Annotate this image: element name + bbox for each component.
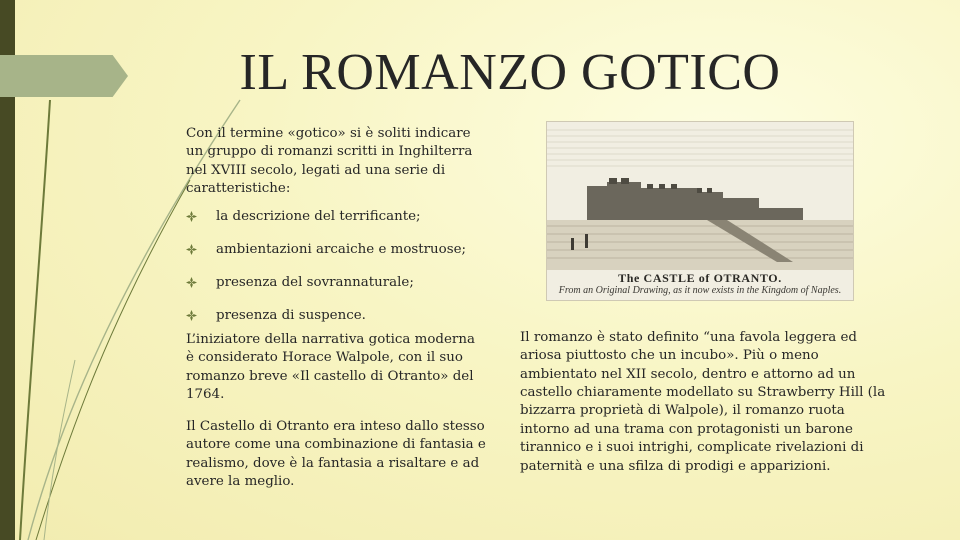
diamond-bullet-icon bbox=[186, 211, 197, 222]
diamond-bullet-icon bbox=[186, 310, 197, 321]
title-flag bbox=[0, 55, 128, 97]
slide-title: IL ROMANZO GOTICO bbox=[239, 44, 781, 101]
engraving-caption-subtitle: From an Original Drawing, as it now exists in the Kingdom of Naples. bbox=[558, 285, 842, 296]
list-item-text: presenza di suspence. bbox=[216, 308, 366, 323]
list-item-text: presenza del sovrannaturale; bbox=[216, 275, 414, 290]
intro-text: Con il termine «gotico» si è soliti indicare un gruppo di romanzi scritti in Inghilterra nel XVIII secolo, legati ad una serie di caratteristiche: bbox=[186, 126, 473, 197]
diamond-bullet-icon bbox=[186, 244, 197, 255]
characteristics-list bbox=[186, 208, 506, 340]
diamond-bullet-icon bbox=[186, 277, 197, 288]
list-item-text: la descrizione del terrificante; bbox=[216, 209, 421, 224]
castle-illustration bbox=[547, 122, 853, 270]
walpole-paragraph: L’iniziatore della narrativa gotica moderna è considerato Horace Walpole, con il suo romanzo breve «Il castello di Otranto» del 1764. bbox=[186, 332, 475, 403]
novel-description-paragraph: Il romanzo è stato definito “una favola leggera ed ariosa piuttosto che un incubo». Più o meno ambientato nel XII secolo, dentro e attorno ad un castello chiaramente modellato su Strawberry Hill (la bizzarra proprietà di Walpole), il romanzo ruota intorno ad una trama con protagonisti un barone tirannico e i suoi intrighi, complicate rivelazioni di paternità e una sfilza di prodigi e apparizioni. bbox=[520, 330, 886, 474]
list-item bbox=[186, 208, 506, 241]
list-item bbox=[186, 274, 506, 307]
list-item-text: ambientazioni arcaiche e mostruose; bbox=[216, 242, 467, 257]
otranto-paragraph: Il Castello di Otranto era inteso dallo stesso autore come una combinazione di fantasia e realismo, dove è la fantasia a risaltare e ad avere la meglio. bbox=[186, 419, 486, 490]
engraving-caption-title: The CASTLE of OTRANTO. bbox=[618, 271, 782, 285]
castle-engraving bbox=[546, 121, 854, 301]
list-item bbox=[186, 241, 506, 274]
